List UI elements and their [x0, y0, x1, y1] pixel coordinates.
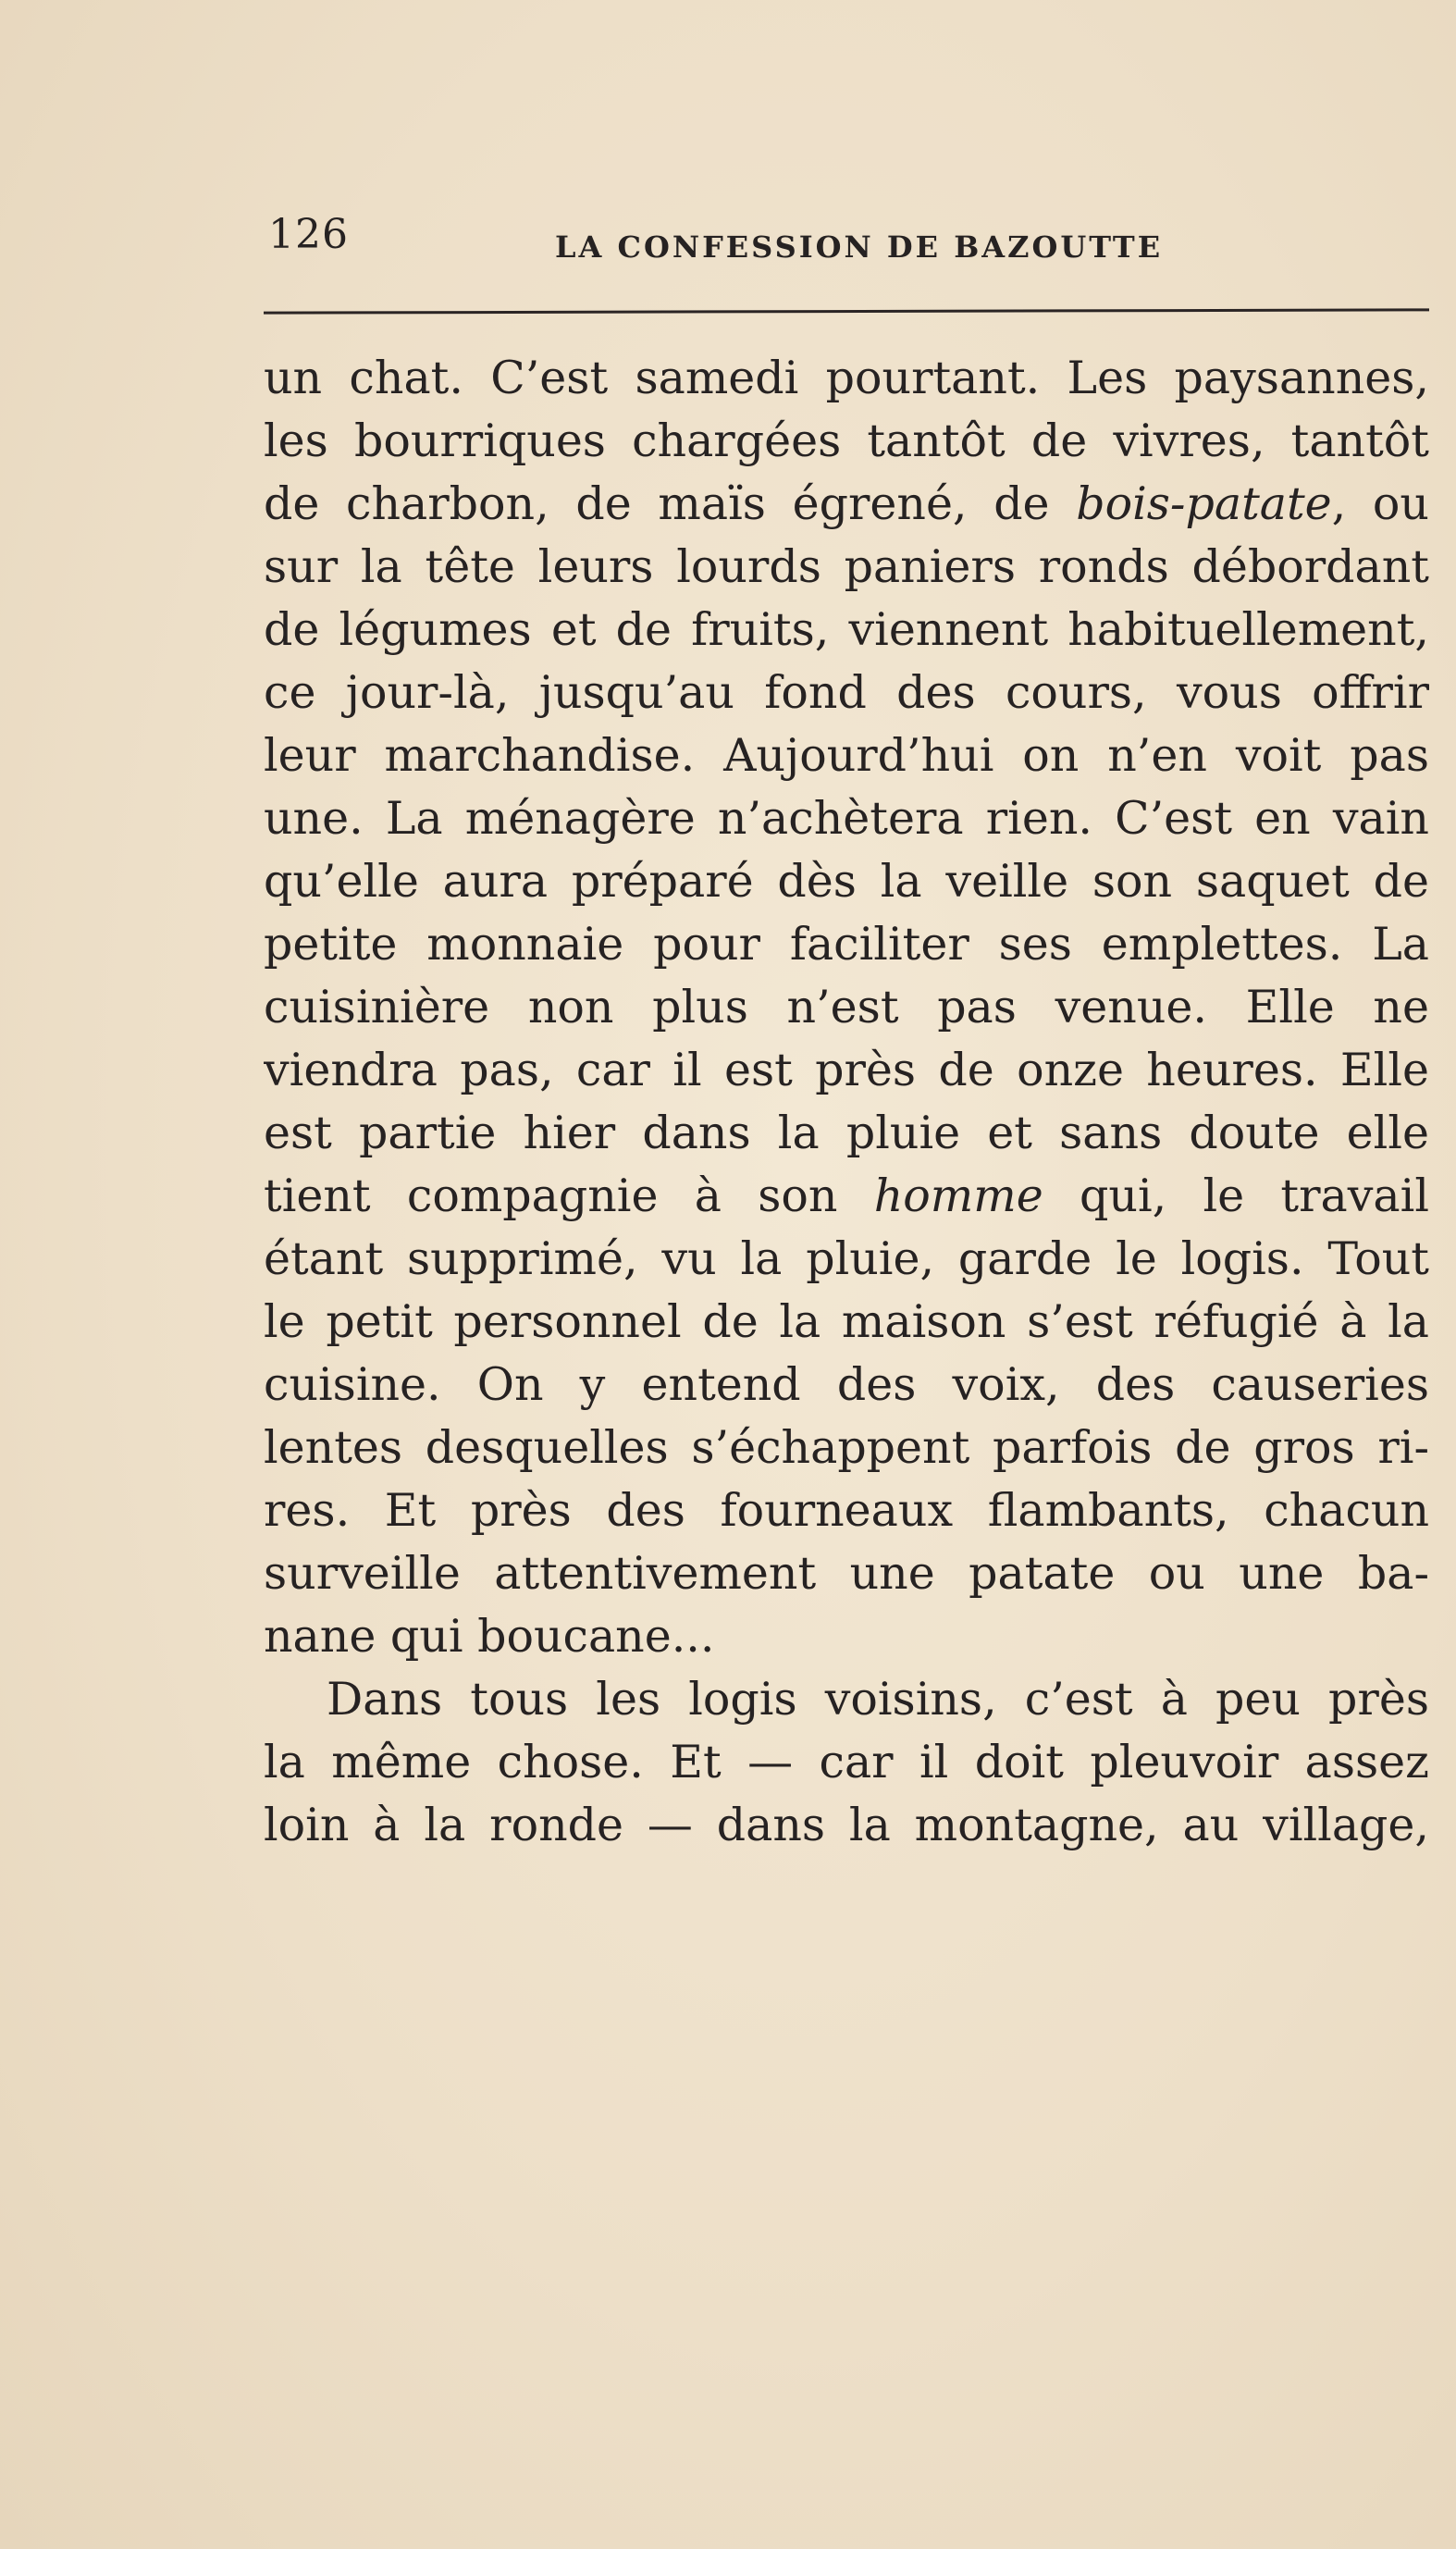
text-line: qu’elle aura préparé dès la veille son saquet de	[264, 855, 1429, 908]
text-line: sur la tête leurs lourds paniers ronds débordant	[264, 540, 1429, 593]
running-title: LA CONFESSION DE BAZOUTTE	[555, 229, 1164, 265]
text-line: cuisine. On y entend des voix, des causeries	[264, 1358, 1429, 1411]
italic-term: bois-patate	[1076, 477, 1332, 530]
text-line: res. Et près des fourneaux flambants, chacun	[264, 1484, 1429, 1537]
text-line: le petit personnel de la maison s’est réfugié à la	[264, 1295, 1429, 1348]
page-number: 126	[268, 211, 349, 258]
text-line-indented: Dans tous les logis voisins, c’est à peu près	[327, 1673, 1429, 1726]
text-line: ce jour-là, jusqu’au fond des cours, vous offrir	[264, 666, 1429, 719]
text-line: viendra pas, car il est près de onze heures. Elle	[264, 1044, 1429, 1096]
text-line: petite monnaie pour faciliter ses emplettes. La	[264, 918, 1429, 971]
text-line: lentes desquelles s’échappent parfois de gros ri-	[264, 1421, 1429, 1474]
header-rule	[264, 308, 1429, 314]
text-line: tient compagnie à son homme qui, le travail	[264, 1169, 1429, 1222]
text-line: les bourriques chargées tantôt de vivres, tantôt	[264, 415, 1429, 467]
text-line: surveille attentivement une patate ou une ba-	[264, 1547, 1429, 1600]
text-line: est partie hier dans la pluie et sans doute elle	[264, 1107, 1429, 1159]
text-line: étant supprimé, vu la pluie, garde le logis. Tout	[264, 1232, 1429, 1285]
page-header	[268, 211, 1434, 266]
text-line: une. La ménagère n’achètera rien. C’est en vain	[264, 792, 1429, 845]
text-line: un chat. C’est samedi pourtant. Les paysannes,	[264, 352, 1429, 404]
italic-term: homme	[873, 1169, 1043, 1222]
text-line: de charbon, de maïs égrené, de bois-patate, ou	[264, 477, 1429, 530]
text-line: cuisinière non plus n’est pas venue. Elle ne	[264, 981, 1429, 1033]
body-text	[264, 347, 1429, 1857]
text-line: nane qui boucane...	[264, 1610, 715, 1663]
text-line: la même chose. Et — car il doit pleuvoir assez	[264, 1736, 1429, 1788]
text-line: loin à la ronde — dans la montagne, au village,	[264, 1799, 1429, 1851]
text-line: leur marchandise. Aujourd’hui on n’en voit pas	[264, 729, 1429, 782]
text-line: de légumes et de fruits, viennent habituellement,	[264, 603, 1429, 656]
